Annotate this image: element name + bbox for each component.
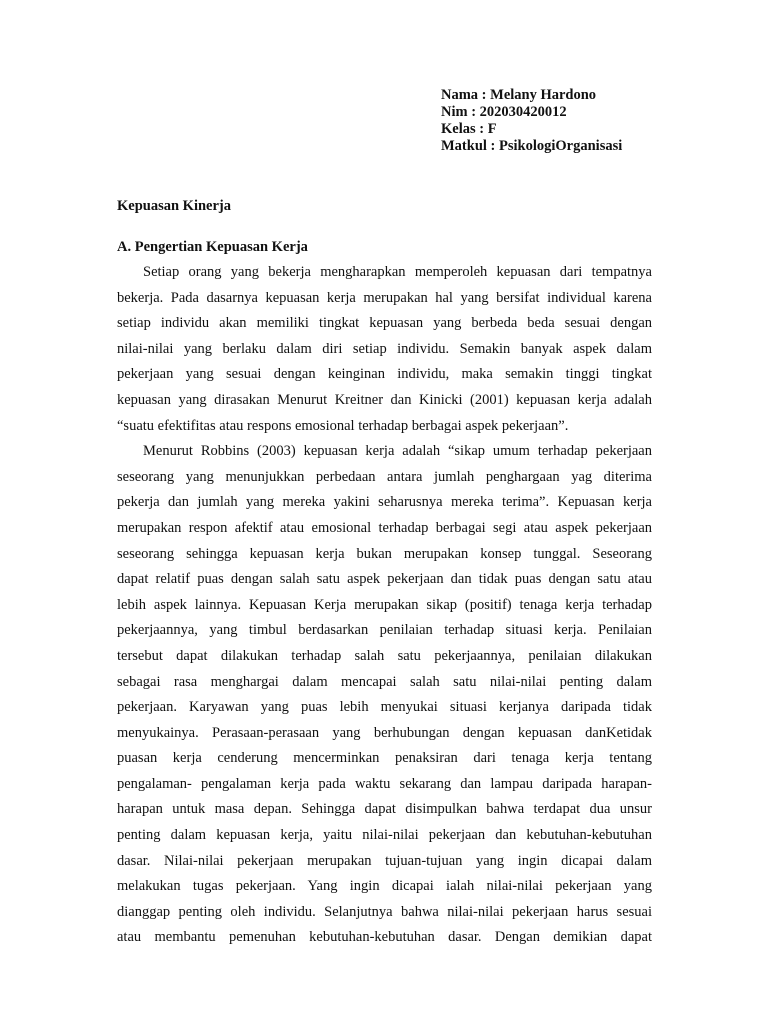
paragraph-line: dapat relatif puas dengan salah satu aspek pekerjaan dan tidak puas dengan satu atau (117, 571, 652, 588)
paragraph-line: “suatu efektifitas atau respons emosional terhadap berbagai aspek pekerjaan”. (117, 417, 569, 434)
paragraph-line: pekerja dan jumlah yang mereka yakini seharusnya mereka terima”. Kepuasan kerja (117, 494, 652, 511)
student-class: Kelas : F (441, 121, 497, 137)
paragraph-line: tersebut dapat dilakukan terhadap salah satu pekerjaannya, penilaian dilakukan (117, 647, 652, 664)
paragraph-line: Menurut Robbins (2003) kepuasan kerja adalah “sikap umum terhadap pekerjaan (143, 443, 652, 460)
paragraph-line: lebih aspek lainnya. Kepuasan Kerja merupakan sikap (positif) tenaga kerja terhadap (117, 596, 652, 613)
student-name: Nama : Melany Hardono (441, 87, 597, 103)
paragraph-line: pekerjaan. Karyawan yang puas lebih menyukai situasi kerjanya daripada tidak (117, 699, 652, 716)
paragraph-line: seseorang yang menunjukkan perbedaan antara jumlah penghargaan yag diterima (117, 468, 652, 485)
section-heading: A. Pengertian Kepuasan Kerja (117, 239, 308, 255)
paragraph-line: Setiap orang yang bekerja mengharapkan memperoleh kepuasan dari tempatnya (143, 264, 652, 280)
paragraph-line: bekerja. Pada dasarnya kepuasan kerja merupakan hal yang bersifat individual karena (117, 289, 652, 306)
paragraph-line: melakukan tugas pekerjaan. Yang ingin dicapai ialah nilai-nilai pekerjaan yang (117, 878, 652, 895)
paragraph-line: setiap individu akan memiliki tingkat kepuasan yang berbeda beda sesuai dengan (117, 315, 652, 332)
student-nim: Nim : 202030420012 (441, 104, 567, 120)
body-text (117, 260, 652, 951)
paragraph-line: pekerjaannya, yang timbul berdasarkan penilaian terhadap situasi kerja. Penilaian (117, 622, 652, 639)
paragraph-line: harapan untuk masa depan. Sehingga dapat disimpulkan bahwa terdapat dua unsur (117, 801, 652, 818)
paragraph-line: pekerjaan yang sesuai dengan keinginan individu, maka semakin tinggi tingkat (117, 366, 652, 383)
paragraph-line: merupakan respon afektif atau emosional terhadap berbagai segi atau aspek pekerjaan (117, 519, 652, 536)
paragraph-line: dianggap penting oleh individu. Selanjutnya bahwa nilai-nilai pekerjaan harus sesuai (117, 903, 652, 920)
paragraph-line: puasan kerja cenderung mencerminkan penaksiran dari tenaga kerja tentang (117, 750, 652, 767)
paragraph-line: kepuasan yang dirasakan Menurut Kreitner dan Kinicki (2001) kepuasan kerja adalah (117, 391, 652, 408)
course-name: Matkul : PsikologiOrganisasi (441, 138, 623, 154)
paragraph-line: penting dalam kepuasan kerja, yaitu nilai-nilai pekerjaan dan kebutuhan-kebutuhan (117, 827, 652, 844)
paragraph-line: atau membantu pemenuhan kebutuhan-kebutuhan dasar. Dengan demikian dapat (117, 929, 652, 946)
document-title: Kepuasan Kinerja (117, 198, 231, 214)
paragraph-line: seseorang sehingga kepuasan kerja bukan merupakan konsep tunggal. Seseorang (117, 545, 652, 562)
paragraph-line: dasar. Nilai-nilai pekerjaan merupakan tujuan-tujuan yang ingin dicapai dalam (117, 852, 652, 869)
paragraph-line: pengalaman- pengalaman kerja pada waktu sekarang dan lampau daripada harapan- (117, 775, 652, 792)
paragraph-line: sebagai rasa menghargai dalam mencapai salah satu nilai-nilai penting dalam (117, 673, 652, 690)
student-identity-block (441, 87, 622, 155)
paragraph-line: menyukainya. Perasaan-perasaan yang berhubungan dengan kepuasan danKetidak (117, 724, 652, 741)
paragraph-line: nilai-nilai yang berlaku dalam diri setiap individu. Semakin banyak aspek dalam (117, 340, 652, 357)
